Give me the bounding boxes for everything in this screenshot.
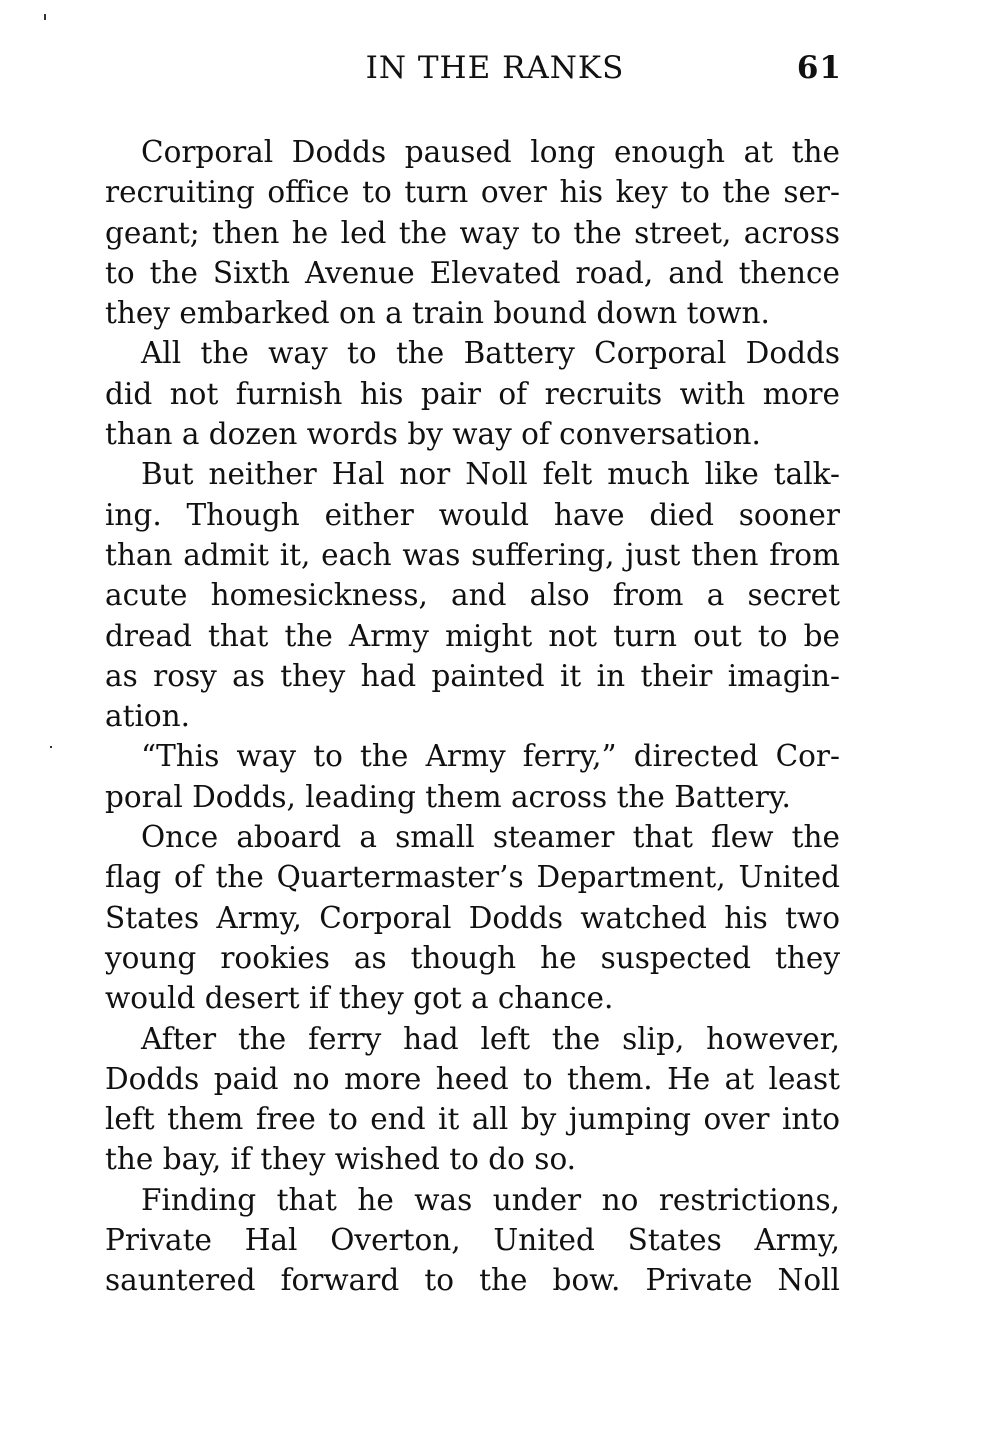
text-line: than admit it, each was suffering, just then from xyxy=(105,537,840,572)
running-head xyxy=(100,50,842,90)
text-line: the bay, if they wished to do so. xyxy=(105,1142,577,1177)
text-line: “This way to the Army ferry,” directed Cor- xyxy=(141,739,840,774)
text-line: After the ferry had left the slip, however, xyxy=(141,1021,840,1056)
text-line: sauntered forward to the bow. Private Noll xyxy=(105,1263,840,1298)
running-title: IN THE RANKS xyxy=(365,50,625,86)
text-line: would desert if they got a chance. xyxy=(105,981,614,1016)
text-line: ation. xyxy=(105,699,191,734)
text-line: did not furnish his pair of recruits with more xyxy=(105,376,840,411)
text-line: Once aboard a small steamer that flew the xyxy=(141,820,840,855)
text-line: States Army, Corporal Dodds watched his two xyxy=(105,900,840,935)
page-number: 61 xyxy=(796,50,842,86)
text-line: ing. Though either would have died sooner xyxy=(105,497,840,532)
print-speck xyxy=(50,746,52,748)
text-line: they embarked on a train bound down town. xyxy=(105,296,770,331)
text-line: Corporal Dodds paused long enough at the xyxy=(141,135,840,169)
text-line: Finding that he was under no restrictions, xyxy=(141,1182,840,1217)
text-line: left them free to end it all by jumping over into xyxy=(105,1102,840,1137)
text-line: recruiting office to turn over his key to the ser- xyxy=(105,175,840,210)
text-line: acute homesickness, and also from a secret xyxy=(105,578,840,613)
text-line: than a dozen words by way of conversation. xyxy=(105,417,761,452)
text-line: to the Sixth Avenue Elevated road, and thence xyxy=(105,255,840,290)
text-line: as rosy as they had painted it in their imagin- xyxy=(105,658,840,693)
text-line: young rookies as though he suspected they xyxy=(105,940,840,975)
text-line: dread that the Army might not turn out to be xyxy=(105,618,840,653)
text-line: flag of the Quartermaster’s Department, United xyxy=(105,860,840,895)
text-line: Dodds paid no more heed to them. He at least xyxy=(105,1061,840,1096)
text-line: poral Dodds, leading them across the Battery. xyxy=(105,779,791,814)
print-speck xyxy=(44,14,46,20)
text-line: All the way to the Battery Corporal Dodds xyxy=(141,336,840,371)
text-line: But neither Hal nor Noll felt much like talk- xyxy=(141,457,840,492)
text-line: Private Hal Overton, United States Army, xyxy=(105,1223,840,1258)
text-line: geant; then he led the way to the street, across xyxy=(105,215,840,250)
body-text xyxy=(105,132,840,1301)
